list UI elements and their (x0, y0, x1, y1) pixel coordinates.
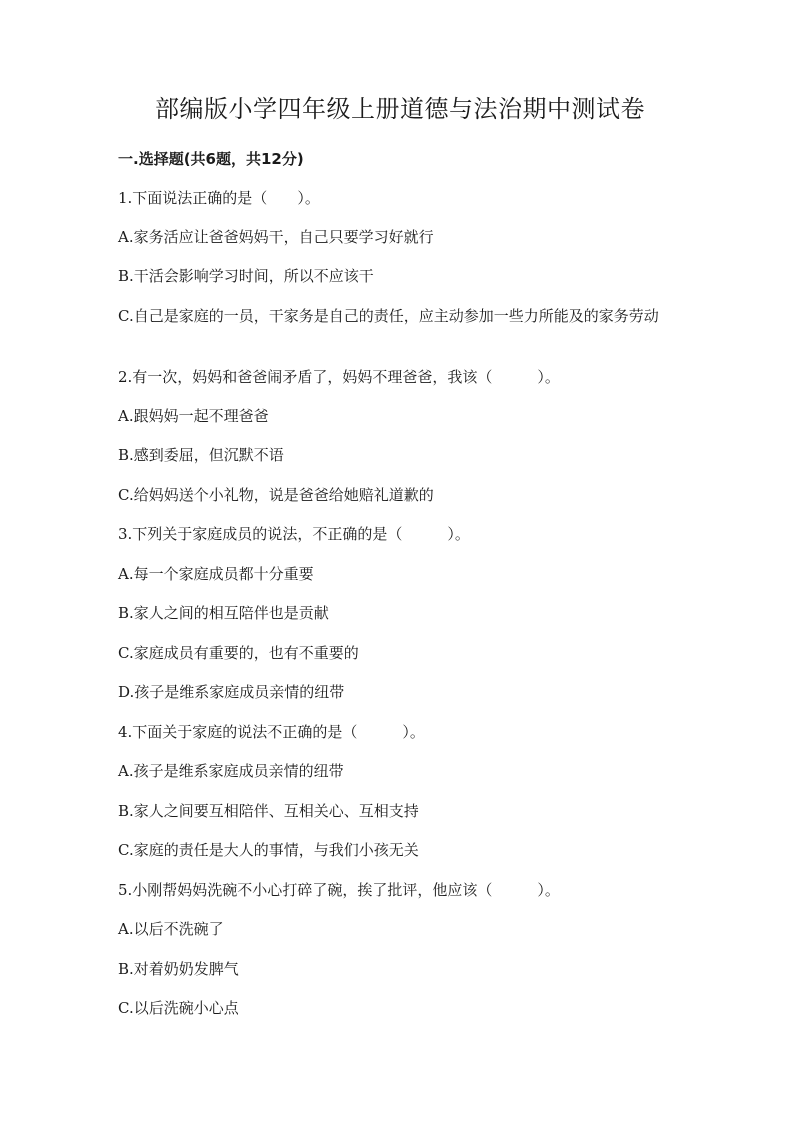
question-1-stem: 1.下面说法正确的是（ ）。 (118, 189, 320, 207)
question-4-stem: 4.下面关于家庭的说法不正确的是（ ）。 (118, 723, 425, 741)
page-title: 部编版小学四年级上册道德与法治期中测试卷 (155, 95, 645, 123)
question-3-option-a: A.每一个家庭成员都十分重要 (118, 565, 314, 583)
question-2-option-b: B.感到委屈，但沉默不语 (118, 446, 284, 464)
section-heading: 一.选择题(共6题，共12分) (118, 150, 304, 168)
question-4-option-a: A.孩子是维系家庭成员亲情的纽带 (118, 762, 344, 780)
question-3-option-b: B.家人之间的相互陪伴也是贡献 (118, 604, 329, 622)
question-3-option-c: C.家庭成员有重要的，也有不重要的 (118, 644, 359, 662)
question-2-option-a: A.跟妈妈一起不理爸爸 (118, 407, 269, 425)
question-2-option-c: C.给妈妈送个小礼物，说是爸爸给她赔礼道歉的 (118, 486, 434, 504)
question-5-option-c: C.以后洗碗小心点 (118, 999, 239, 1017)
question-3-option-d: D.孩子是维系家庭成员亲情的纽带 (118, 683, 345, 701)
question-1-option-c: C.自己是家庭的一员，干家务是自己的责任，应主动参加一些力所能及的家务劳动 (118, 307, 659, 325)
question-5-stem: 5.小刚帮妈妈洗碗不小心打碎了碗，挨了批评，他应该（ ）。 (118, 881, 560, 899)
question-2-stem: 2.有一次，妈妈和爸爸闹矛盾了，妈妈不理爸爸，我该（ ）。 (118, 368, 560, 386)
question-5-option-a: A.以后不洗碗了 (118, 920, 224, 938)
question-3-stem: 3.下列关于家庭成员的说法，不正确的是（ ）。 (118, 525, 470, 543)
question-1-option-a: A.家务活应让爸爸妈妈干，自己只要学习好就行 (118, 228, 434, 246)
question-4-option-c: C.家庭的责任是大人的事情，与我们小孩无关 (118, 841, 419, 859)
question-4-option-b: B.家人之间要互相陪伴、互相关心、互相支持 (118, 802, 419, 820)
question-5-option-b: B.对着奶奶发脾气 (118, 960, 239, 978)
question-1-option-b: B.干活会影响学习时间，所以不应该干 (118, 267, 374, 285)
